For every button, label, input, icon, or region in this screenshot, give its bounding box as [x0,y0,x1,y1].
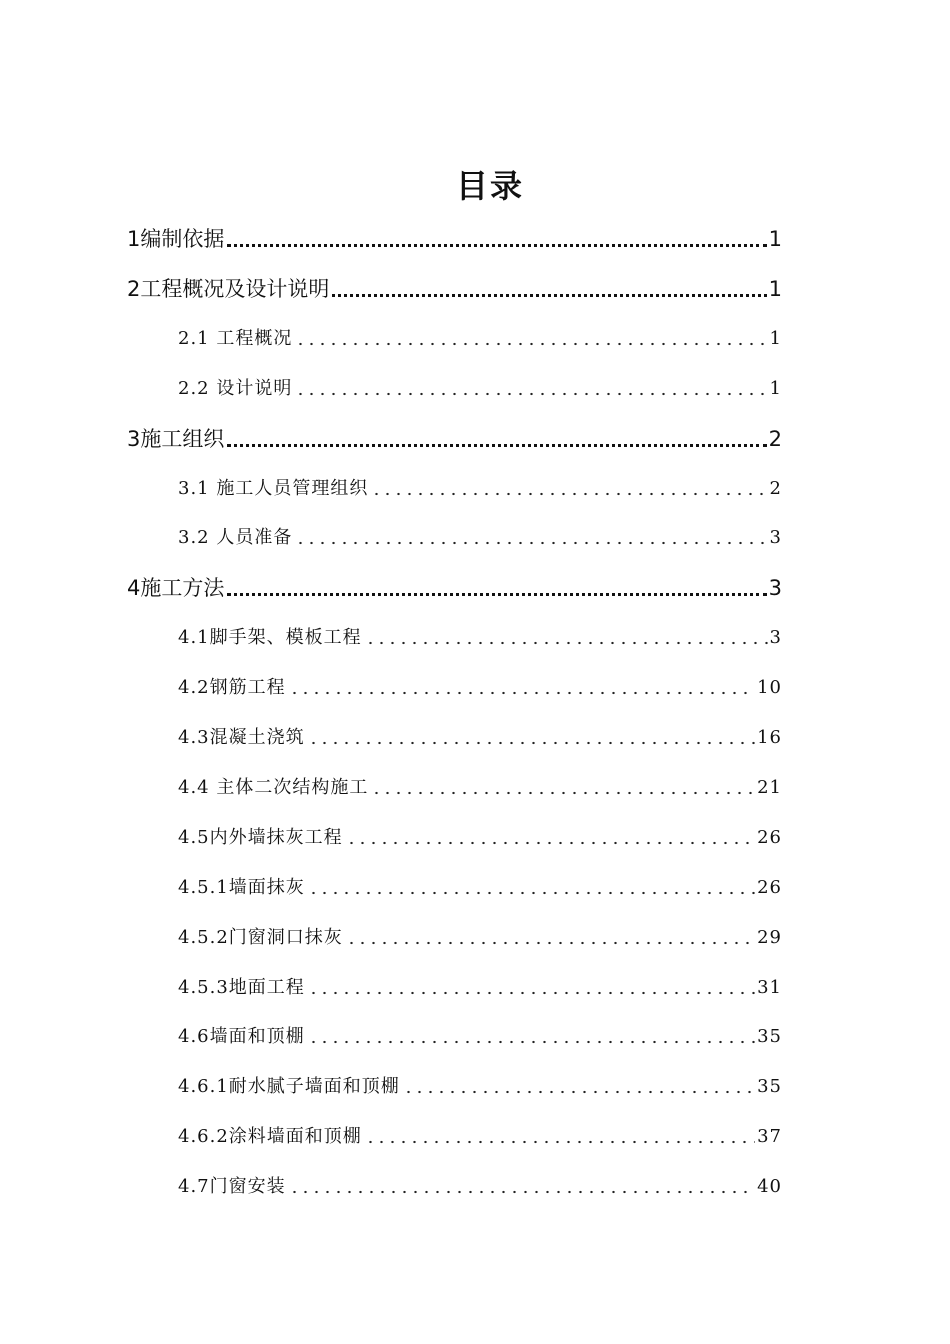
toc-entry[interactable] [178,723,782,753]
toc-dot-leader [295,342,767,346]
toc-entry-label: 4.6墙面和顶棚 [178,1026,305,1047]
toc-page-number: 2 [768,427,782,451]
toc-entry-label: 4.5.2门窗洞口抹灰 [178,927,343,948]
toc-entry[interactable] [178,823,782,853]
toc-dot-leader [346,841,755,845]
toc-entry-label: 2.2 设计说明 [178,378,293,399]
toc-entry[interactable] [178,474,782,504]
toc-page-number: 10 [757,677,782,698]
toc-dot-leader [365,641,768,645]
toc-page-number: 35 [757,1076,782,1097]
toc-page-number: 26 [757,827,782,848]
toc-dot-leader [295,392,767,396]
toc-entry-label: 1编制依据 [127,227,225,251]
toc-entry-label: 4.1脚手架、模板工程 [178,627,362,648]
toc-entry-label: 2.1 工程概况 [178,328,293,349]
toc-page-number: 3 [769,527,782,548]
toc-page-number: 1 [769,378,782,399]
toc-entry[interactable] [178,523,782,553]
toc-entry-label: 4.6.2涂料墙面和顶棚 [178,1126,362,1147]
toc-entry[interactable] [178,1122,782,1152]
toc-page-number: 2 [769,478,782,499]
toc-entry[interactable] [127,274,782,304]
toc-page-number: 1 [768,227,782,251]
toc-entry-label: 3.2 人员准备 [178,527,293,548]
toc-dot-leader [365,1140,755,1144]
toc-dot-leader [227,438,766,447]
toc-entry-label: 3.1 施工人员管理组织 [178,478,369,499]
toc-page-number: 1 [769,328,782,349]
toc-entry[interactable] [178,1072,782,1102]
toc-dot-leader [308,891,755,895]
toc-dot-leader [308,1040,755,1044]
toc-entry[interactable] [178,324,782,354]
toc-entry-label: 3施工组织 [127,427,225,451]
toc-dot-leader [227,238,766,247]
toc-entry-label: 4.5内外墙抹灰工程 [178,827,343,848]
toc-entry-label: 4.2钢筋工程 [178,677,286,698]
toc-page-number: 35 [757,1026,782,1047]
toc-dot-leader [227,587,766,596]
toc-entry-label: 4.6.1耐水腻子墙面和顶棚 [178,1076,400,1097]
toc-entry-label: 4.4 主体二次结构施工 [178,777,369,798]
toc-dot-leader [295,541,767,545]
toc-entry-label: 2工程概况及设计说明 [127,277,330,301]
toc-entry[interactable] [127,573,782,603]
toc-entry[interactable] [127,224,782,254]
toc-entry-label: 4.3混凝土浇筑 [178,727,305,748]
toc-page-number: 37 [757,1126,782,1147]
toc-dot-leader [289,1190,755,1194]
toc-dot-leader [308,741,755,745]
toc-entry-label: 4.5.1墙面抹灰 [178,877,305,898]
toc-page-number: 1 [768,277,782,301]
toc-page-number: 31 [757,977,782,998]
toc-entry[interactable] [178,623,782,653]
toc-entry[interactable] [178,923,782,953]
toc-entry-label: 4.5.3地面工程 [178,977,305,998]
toc-page-number: 3 [769,627,782,648]
toc-entry-label: 4施工方法 [127,576,225,600]
toc-entry[interactable] [178,873,782,903]
toc-entry[interactable] [178,1022,782,1052]
toc-page-number: 40 [757,1176,782,1197]
toc-page-number: 21 [757,777,782,798]
toc-page-number: 29 [757,927,782,948]
page-title: 目录 [455,167,524,205]
toc-entry[interactable] [178,1172,782,1202]
toc-entry[interactable] [178,973,782,1003]
toc-dot-leader [371,492,767,496]
toc-page-number: 3 [768,576,782,600]
toc-page-number: 16 [757,727,782,748]
toc-dot-leader [289,691,755,695]
toc-entry-label: 4.7门窗安装 [178,1176,286,1197]
toc-entry[interactable] [178,773,782,803]
toc-dot-leader [308,991,755,995]
toc-entry[interactable] [127,424,782,454]
toc-entry[interactable] [178,374,782,404]
toc-dot-leader [332,288,766,297]
toc-entry[interactable] [178,673,782,703]
toc-dot-leader [371,791,755,795]
toc-dot-leader [346,941,755,945]
toc-dot-leader [403,1090,755,1094]
toc-page-number: 26 [757,877,782,898]
